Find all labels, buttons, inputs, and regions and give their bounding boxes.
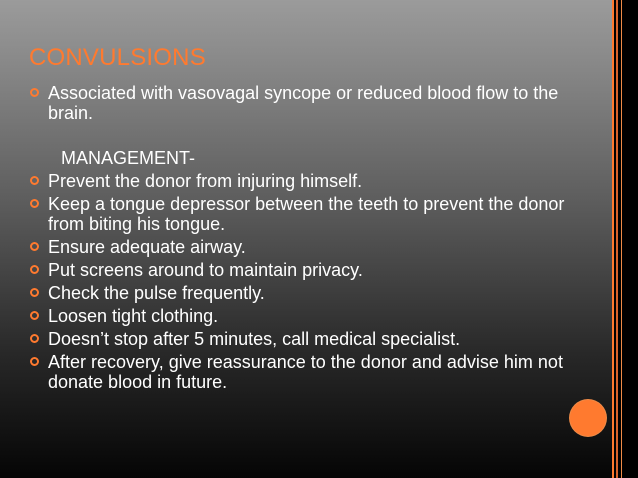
circle-bullet-icon — [30, 357, 39, 366]
bullet-text-2: Keep a tongue depressor between the teeth to prevent the donor from biting his tongue. — [48, 194, 565, 234]
bullet-item-4 — [28, 260, 598, 280]
bullet-item-7 — [28, 329, 598, 349]
slide-title: CONVULSIONS — [29, 44, 206, 71]
bullet-text-7: Doesn’t stop after 5 minutes, call medical specialist. — [48, 329, 461, 349]
bullet-item-5 — [28, 283, 598, 303]
circle-bullet-icon — [30, 88, 39, 97]
decorative-line-1 — [612, 0, 614, 478]
circle-bullet-icon — [30, 265, 39, 274]
circle-bullet-icon — [30, 242, 39, 251]
circle-bullet-icon — [30, 199, 39, 208]
circle-bullet-icon — [30, 334, 39, 343]
bullet-text-3: Ensure adequate airway. — [48, 237, 246, 257]
bullet-item-1 — [28, 171, 598, 191]
bullet-item-6 — [28, 306, 598, 326]
orange-circle-icon — [570, 400, 606, 436]
bullet-text-8: After recovery, give reassurance to the donor and advise him not donate blood in future. — [48, 352, 563, 392]
bullet-item-intro — [28, 83, 598, 123]
bullet-text-1: Prevent the donor from injuring himself. — [48, 171, 363, 191]
bullet-text-4: Put screens around to maintain privacy. — [48, 260, 363, 280]
circle-bullet-icon — [30, 288, 39, 297]
bullet-item-8 — [28, 352, 598, 392]
decorative-line-2 — [616, 0, 618, 478]
bullet-text-6: Loosen tight clothing. — [48, 306, 219, 326]
bullet-item-3 — [28, 237, 598, 257]
paragraph-gap — [28, 126, 598, 148]
circle-bullet-icon — [30, 311, 39, 320]
decorative-line-3 — [621, 0, 622, 478]
slide-content — [28, 83, 598, 395]
bullet-text-intro: Associated with vasovagal syncope or reduced blood flow to the brain. — [48, 83, 559, 123]
bullet-text-5: Check the pulse frequently. — [48, 283, 265, 303]
circle-bullet-icon — [30, 176, 39, 185]
management-heading: MANAGEMENT- — [61, 148, 196, 168]
bullet-item-2 — [28, 194, 598, 234]
